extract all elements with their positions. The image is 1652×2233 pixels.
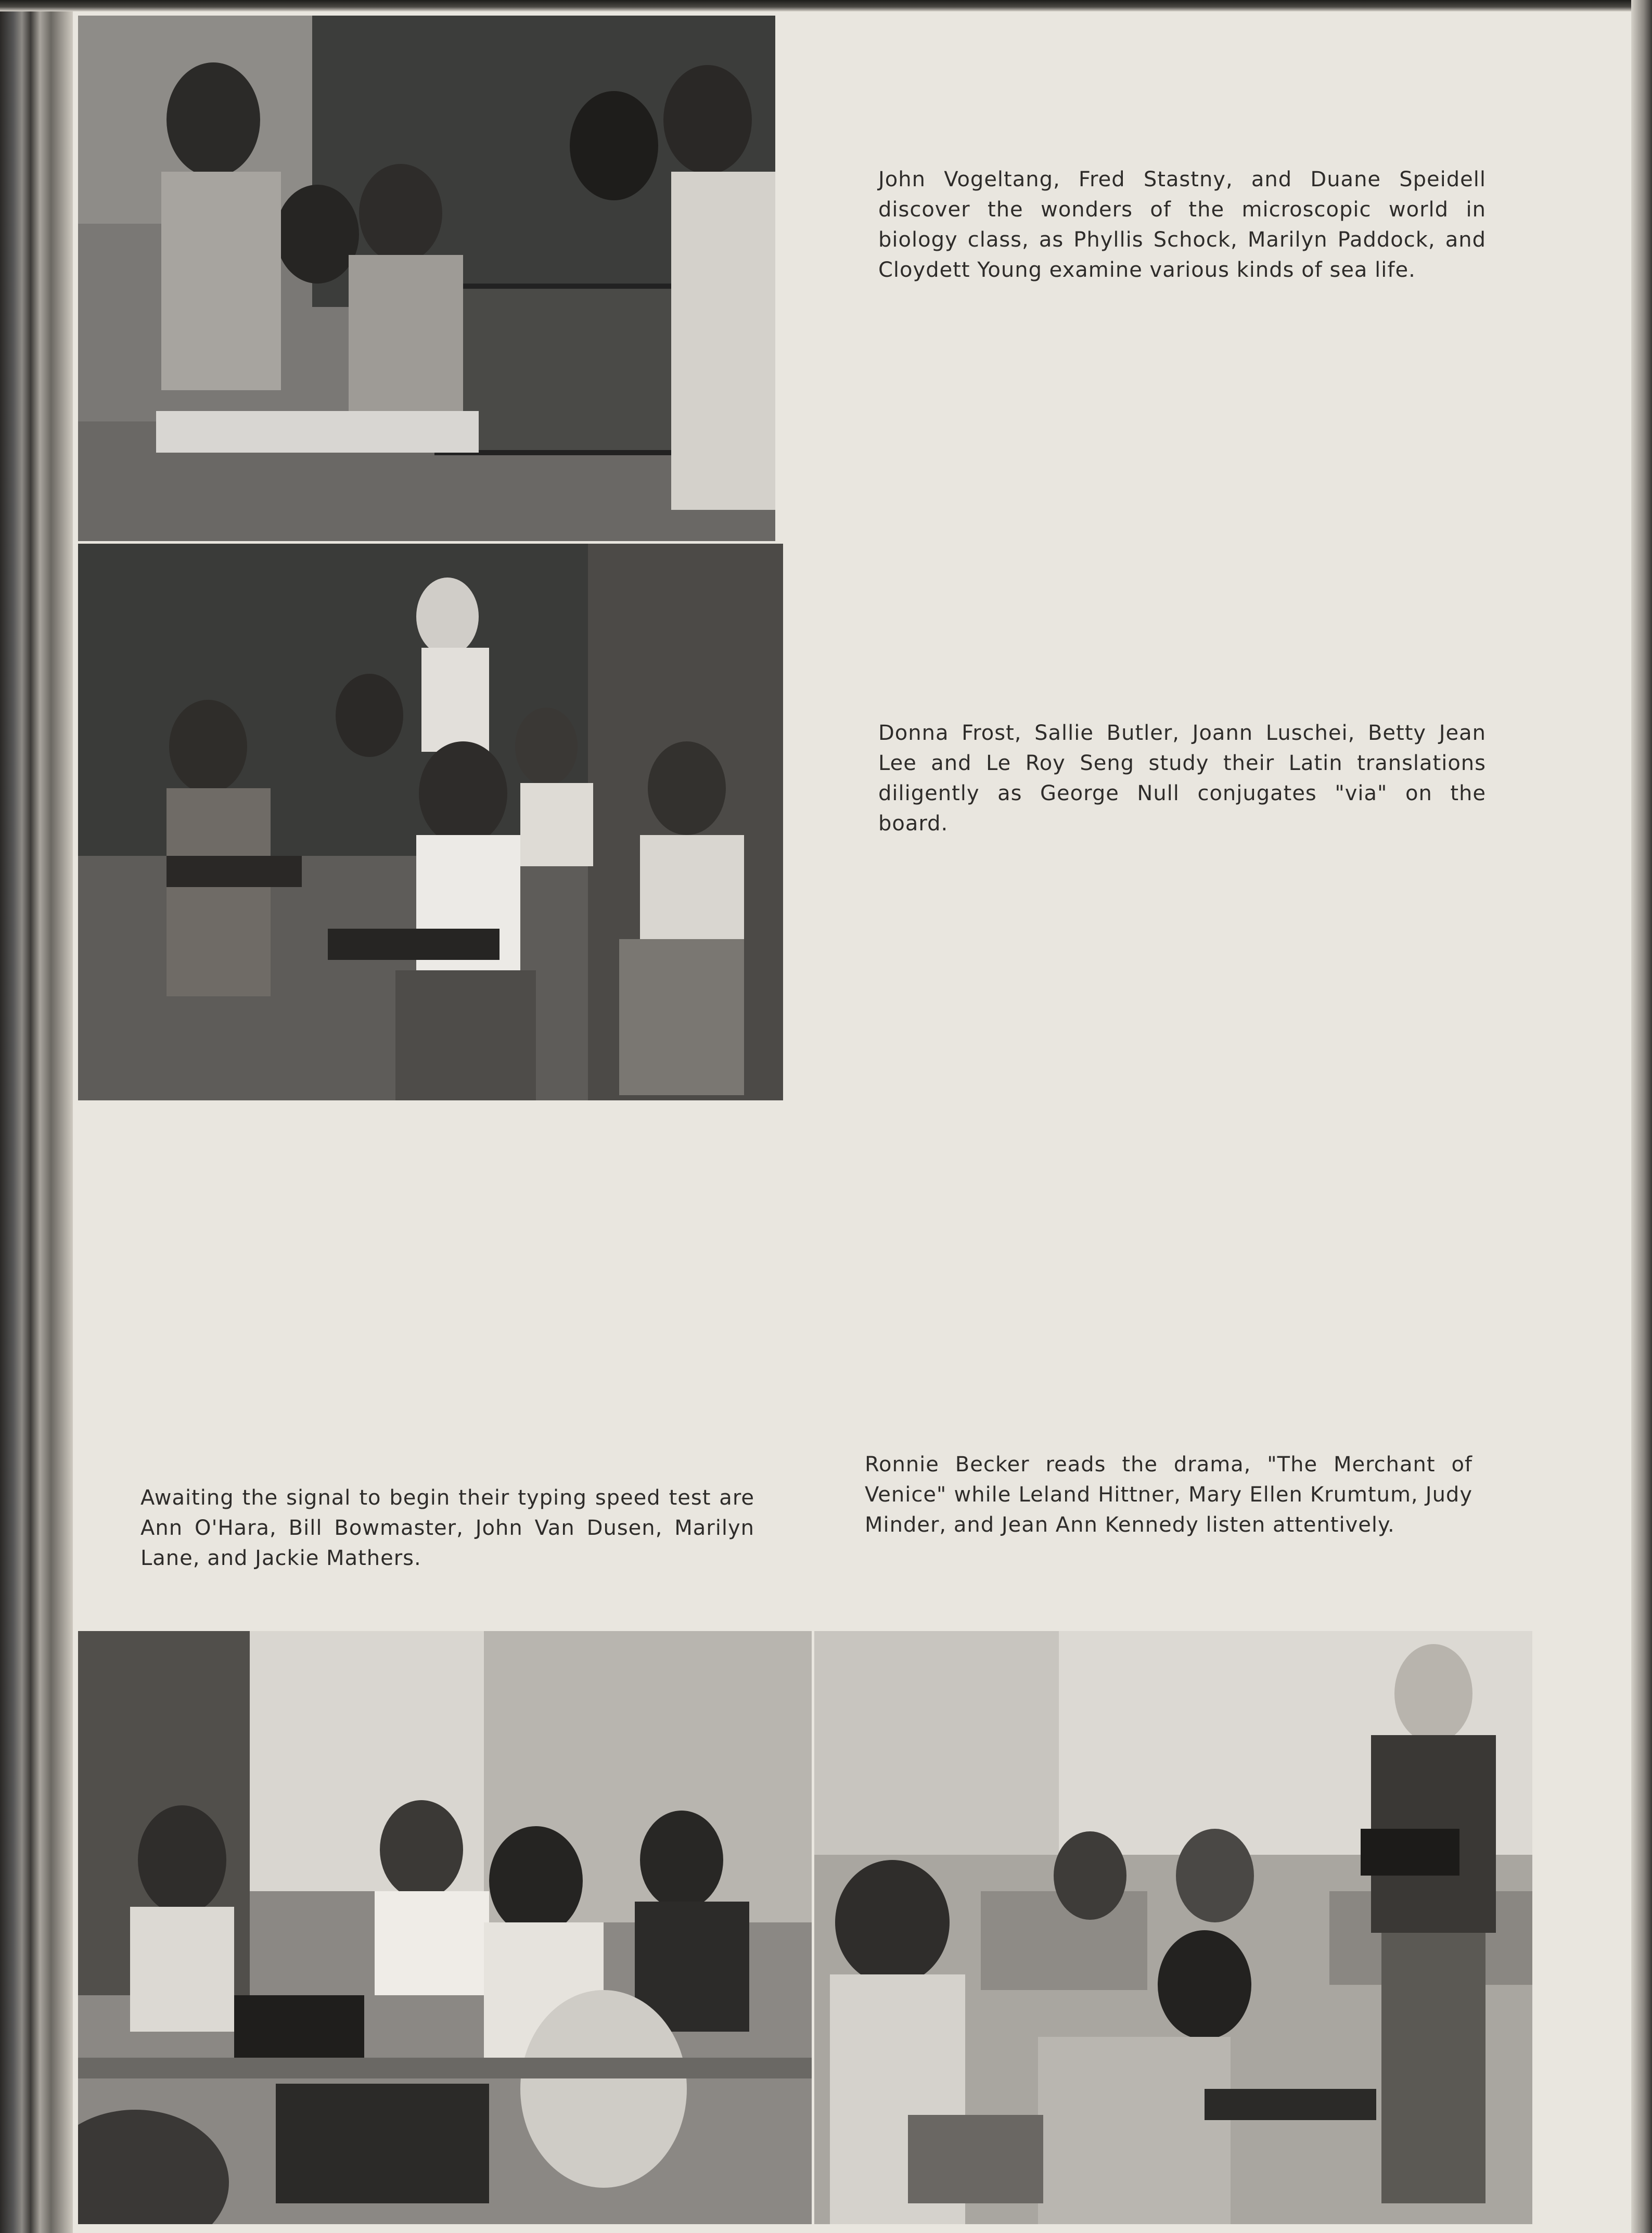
page-top-edge [0, 0, 1652, 11]
latin-caption: Donna Frost, Sallie Butler, Joann Luschei, Betty Jean Lee and Le Roy Seng study their Latin translations diligently as George Null conjugates "via" on the board. [878, 721, 1486, 836]
typing-caption: Awaiting the signal to begin their typing speed test are Ann O'Hara, Bill Bowmaster, John Van Dusen, Marilyn Lane, and Jackie Mathers. [140, 1486, 754, 1570]
typing-class-photo [78, 1631, 812, 2224]
biology-class-photo [78, 16, 775, 541]
drama-caption: Ronnie Becker reads the drama, "The Merchant of Venice" while Leland Hittner, Mary Ellen Krumtum, Judy Minder, and Jean Ann Kennedy listen attentively. [865, 1453, 1472, 1537]
biology-caption: John Vogeltang, Fred Stastny, and Duane Speidell discover the wonders of the microscopic world in biology class, as Phyllis Schock, Marilyn Paddock, and Cloydett Young examine various kinds of sea life. [878, 168, 1486, 282]
book-binding [0, 0, 73, 2233]
english-class-photo [814, 1631, 1532, 2224]
page-right-edge [1631, 0, 1652, 2233]
latin-class-photo [78, 544, 783, 1100]
